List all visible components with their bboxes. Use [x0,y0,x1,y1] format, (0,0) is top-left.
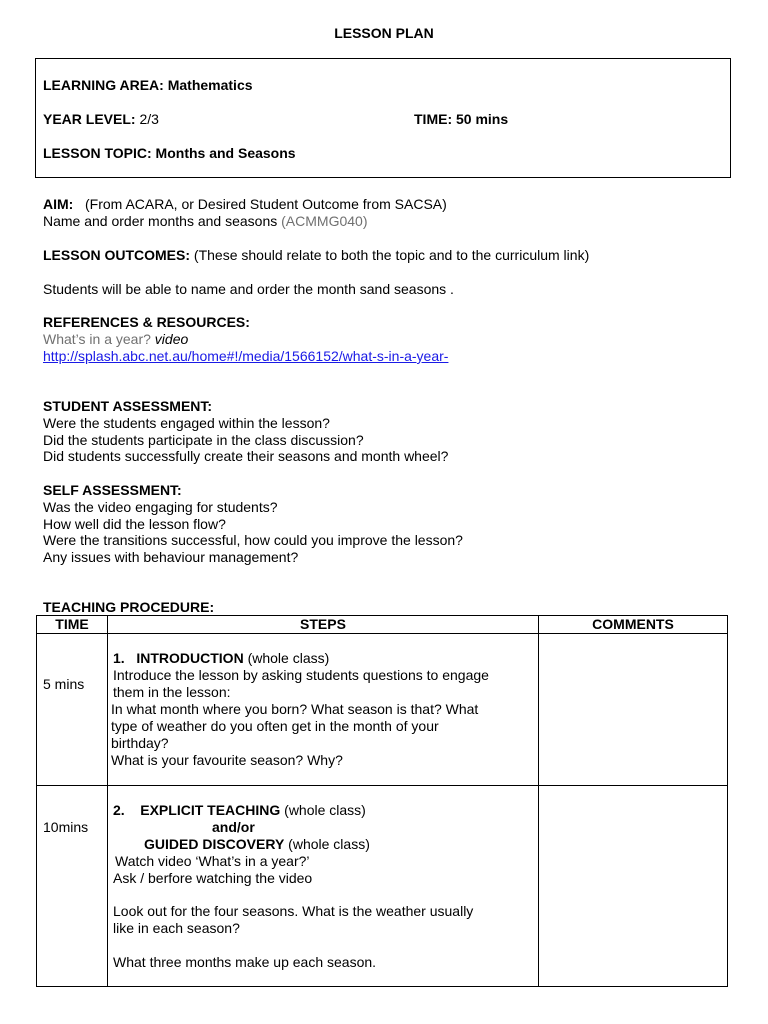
time-total [414,111,508,127]
step-line: Introduce the lesson by asking students questions to engage [113,667,489,683]
step-heading [113,802,366,819]
self-assessment-item: Any issues with behaviour management? [43,549,299,565]
time-value: 50 mins [456,111,509,127]
step-title: EXPLICIT TEACHING [140,802,281,818]
step-mode: (whole class) [247,650,330,666]
outcomes-text: Students will be able to name and order the month sand seasons . [43,281,454,297]
aim-code: (ACMMG040) [281,213,368,229]
reference-item [43,331,188,348]
step-mode: (whole class) [284,802,366,818]
outcomes-label: LESSON OUTCOMES: [43,247,191,263]
aim-label: AIM: [43,196,74,212]
outcomes-note: (These should relate to both the topic and to the curriculum link) [193,247,590,263]
references-label: REFERENCES & RESOURCES: [43,314,250,330]
self-assessment-label: SELF ASSESSMENT: [43,482,182,498]
table-row [37,634,728,786]
procedure-table [36,615,728,987]
step-line: Watch video ‘What’s in a year?’ [115,853,310,869]
aim-heading [43,196,447,213]
self-assessment-item: Were the transitions successful, how could you improve the lesson? [43,532,463,548]
student-assessment-item: Did students successfully create their seasons and month wheel? [43,448,449,464]
and-or: and/or [212,819,255,835]
student-assessment-item: Did the students participate in the class discussion? [43,432,364,448]
step-line: birthday? [111,735,169,751]
learning-area [43,77,253,93]
year-level-label: YEAR LEVEL: [43,111,136,127]
step-number: 1. [113,650,125,666]
comments-cell [539,634,728,786]
learning-area-value: Mathematics [167,77,253,93]
step-line: type of weather do you often get in the month of your [111,718,439,734]
lesson-header-box [35,58,731,178]
reference-item-text: What’s in a year? [43,331,151,347]
student-assessment-item: Were the students engaged within the lesson? [43,415,330,431]
time-label: TIME: [414,111,453,127]
aim-text: Name and order months and seasons [43,213,278,229]
self-assessment-item: How well did the lesson flow? [43,516,226,532]
lesson-topic [43,145,296,161]
page-title: LESSON PLAN [334,25,434,41]
step-line: Look out for the four seasons. What is the weather usually [113,903,474,919]
aim-note: (From ACARA, or Desired Student Outcome from SACSA) [85,196,447,212]
procedure-header-row [37,616,728,634]
comments-cell [539,786,728,987]
column-header-comments: COMMENTS [539,616,728,634]
reference-link[interactable]: http://splash.abc.net.au/home#!/media/1566152/what-s-in-a-year- [43,348,449,364]
outcomes-heading [43,247,589,264]
row-time: 10mins [43,819,89,835]
time-cell [37,634,108,786]
table-row [37,786,728,987]
step-number: 2. [113,802,125,818]
step-title-2: GUIDED DISCOVERY [144,836,285,852]
step-line: like in each season? [113,920,240,936]
year-level-value: 2/3 [139,111,159,127]
step-line: What three months make up each season. [113,954,377,970]
steps-cell [108,634,539,786]
step-line: In what month where you born? What season is that? What [111,701,479,717]
procedure-label: TEACHING PROCEDURE: [43,599,215,615]
time-cell [37,786,108,987]
lesson-topic-label: LESSON TOPIC: [43,145,152,161]
step-line: What is your favourite season? Why? [111,752,343,768]
reference-item-type: video [154,331,189,347]
self-assessment-item: Was the video engaging for students? [43,499,278,515]
step-title: INTRODUCTION [136,650,244,666]
student-assessment-label: STUDENT ASSESSMENT: [43,398,213,414]
row-time: 5 mins [43,676,85,692]
column-header-time: TIME [37,616,108,634]
learning-area-label: LEARNING AREA: [43,77,164,93]
step-heading-2 [144,836,370,853]
year-level [43,111,159,127]
step-line: them in the lesson: [113,684,231,700]
lesson-topic-value: Months and Seasons [155,145,296,161]
step-line: Ask / berfore watching the video [113,870,313,886]
aim-text-line [43,213,368,230]
step-mode-2: (whole class) [288,836,370,852]
steps-cell [108,786,539,987]
step-heading [113,650,329,667]
column-header-steps: STEPS [108,616,539,634]
